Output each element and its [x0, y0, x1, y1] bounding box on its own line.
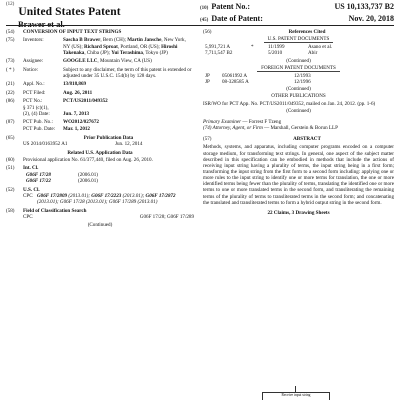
inid-code-12: (12) [6, 2, 15, 7]
reference-number: 5,991,721 A [205, 44, 231, 51]
inid-code: ( * ) [6, 66, 15, 73]
assignee-location: , Mountain View, CA (US) [97, 58, 152, 65]
text-run: (2013.01); [67, 193, 92, 200]
reference-inventor: Abir [308, 50, 318, 57]
field-21-appl-no [6, 81, 194, 87]
continued-note: (Continued) [286, 86, 311, 93]
int-class-code: G06F 17/22 [26, 178, 51, 185]
reference-country: JP [205, 72, 210, 79]
inid-code: (51) [6, 165, 15, 172]
foreign-reference-row [203, 79, 394, 85]
field-notice [6, 67, 194, 79]
inid-code-10: (10) [200, 6, 209, 11]
field-51-int-cl [6, 165, 194, 171]
prior-publication-row [6, 141, 194, 147]
inid-code: (60) [6, 156, 15, 163]
text-run: , New York, NY (US); [63, 37, 186, 50]
text-run: G06F 17/2223 [91, 193, 122, 200]
reference-date: 11/1999 [268, 44, 285, 51]
assignee-name: GOOGLE LLC [63, 58, 98, 65]
text-run: (2013.01); [121, 193, 146, 200]
notice-text: Subject to any disclaimer, the term of this patent is extended or adjusted under 35 U.S.C. 154(b) by 128 days. [63, 66, 192, 79]
section-heading: OTHER PUBLICATIONS [271, 93, 326, 100]
field-371-date [6, 105, 194, 117]
reference-country: JP [205, 79, 210, 86]
cpc-label: CPC [23, 214, 33, 221]
inid-code: (87) [6, 119, 15, 126]
text-run: G06F 17/289 [108, 199, 137, 206]
inid-code: (52) [6, 186, 15, 193]
text-run: Hiroshi Takenaka [63, 43, 178, 56]
field-56-references [203, 29, 394, 35]
cpc-label: CPC [23, 193, 33, 200]
references-abstract-column [203, 29, 394, 216]
inid-code: (56) [203, 29, 212, 35]
inid-code: (54) [6, 29, 15, 35]
field-label: Notice: [23, 66, 38, 73]
field-label: Assignee: [23, 58, 44, 65]
bibliographic-column [6, 29, 194, 229]
patent-number-label: Patent No.: [211, 2, 250, 11]
section-371-label: § 371 (c)(1), [23, 104, 49, 111]
field-86-pct-no [6, 98, 194, 104]
field-label: Int. Cl. [23, 165, 39, 172]
application-number: 13/818,869 [63, 81, 87, 88]
inid-code: (75) [6, 37, 15, 44]
field-54-title [6, 29, 194, 35]
inid-code: (73) [6, 58, 15, 65]
patent-header [6, 2, 394, 29]
reference-number: 05061992 A [222, 72, 248, 79]
section-heading: Related U.S. Application Data [67, 149, 133, 156]
field-75-inventors [6, 37, 194, 55]
provisional-application: Provisional application No. 61/377,440, filed on Aug. 26, 2010. [23, 156, 153, 163]
field-73-assignee [6, 58, 194, 64]
us-reference-row [203, 50, 394, 56]
inid-code: (22) [6, 89, 15, 96]
text-run: Richard Sproat [84, 43, 118, 50]
reference-star: * [251, 44, 254, 51]
text-run: Sascha B Brawer [63, 37, 101, 44]
field-60-provisional [6, 157, 194, 163]
reference-date: 12/1996 [294, 79, 311, 86]
text-run: Yui Terashima [111, 49, 143, 56]
patent-date-label: Date of Patent: [211, 13, 263, 23]
reference-inventor: Asano et al. [308, 44, 333, 51]
cpc-class-list [37, 193, 194, 205]
search-class-list: G06F 17/28; G06F 17/289 [139, 214, 194, 221]
examiner-label: Primary Examiner [203, 118, 242, 125]
field-label: PCT No.: [23, 98, 43, 105]
field-label: Appl. No.: [23, 81, 45, 88]
reference-number: 08-328585 A [222, 79, 249, 86]
text-run: G06F 17/28 [59, 199, 85, 206]
reference-date: 5/2010 [268, 50, 283, 57]
invention-title: CONVERSION OF INPUT TEXT STRINGS [23, 29, 122, 35]
patent-number: US 10,133,737 B2 [334, 2, 394, 11]
int-class-row [6, 178, 194, 184]
field-label: (2), (4) Date: [23, 111, 50, 117]
pct-publication-date: Mar. 1, 2012 [63, 126, 90, 133]
int-class-code: G06F 17/28 [26, 171, 51, 178]
patent-title: United States Patent [18, 6, 121, 18]
pct-filed-date: Aug. 26, 2011 [63, 89, 93, 96]
inid-code: (21) [6, 81, 15, 88]
inventors-short: Brawer et al. [18, 19, 65, 29]
continued-note: (Continued) [87, 221, 113, 228]
prior-publication-number: US 2014/0163952 A1 [23, 141, 68, 148]
text-run: (2013.01); [84, 199, 109, 206]
continued-note: (Continued) [286, 107, 311, 114]
field-58-search [6, 208, 194, 214]
examiner-name: — Forrest F Tzeng [242, 118, 282, 125]
section-371-date: Jun. 7, 2013 [63, 111, 90, 117]
text-run: (2013.01); [37, 199, 60, 206]
field-label: U.S. Cl. [23, 186, 40, 193]
reference-date: 12/1993 [294, 72, 311, 79]
inid-code: (86) [6, 98, 15, 105]
int-class-year: (2006.01) [78, 178, 98, 185]
inventors-list [63, 37, 194, 55]
continued-note: (Continued) [286, 57, 311, 64]
reference-number: 7,711,547 B2 [205, 50, 233, 57]
field-22-pct-filed [6, 90, 194, 96]
field-label: PCT Filed: [23, 89, 46, 96]
prior-publication-date: Jun. 12, 2014 [115, 141, 143, 148]
pct-number: PCT/US2011/049352 [63, 98, 108, 105]
inid-code: (65) [6, 134, 15, 141]
int-class-year: (2006.01) [78, 171, 98, 178]
field-label: PCT Pub. No.: [23, 119, 53, 126]
flowchart-box-label: Receive input string [281, 393, 311, 397]
patent-number-row [200, 2, 394, 14]
other-publication: ISR/WO for PCT App. No. PCT/US2011/049352, mailed on Jan. 24, 2012. (pp. 1-6) [203, 100, 376, 107]
header-divider [6, 25, 394, 26]
attorney-name: — Marshall, Gerstein & Borun LLP [264, 125, 338, 132]
attorney-line [203, 125, 394, 131]
field-52-us-cl [6, 187, 194, 193]
text-run: , Bern (CH); [100, 37, 128, 44]
text-run: , Tokyo (JP) [142, 49, 168, 56]
field-87-pct-pub-date [6, 126, 194, 132]
field-label: Field of Classification Search [23, 207, 87, 214]
patent-date: Nov. 20, 2018 [348, 13, 394, 23]
text-run: Martin Jansche [127, 37, 162, 44]
field-label: Inventors: [23, 37, 44, 44]
pct-publication-number: WO2012/027672 [63, 119, 99, 126]
section-heading: U.S. PATENT DOCUMENTS [264, 36, 334, 43]
patent-date-row [200, 14, 394, 26]
section-heading: References Cited [288, 29, 326, 35]
text-run: , Portland, OR (US); [117, 43, 162, 50]
attorney-label: (74) Attorney, Agent, or Firm [203, 125, 263, 132]
field-87-pct-pub-no [6, 119, 194, 125]
field-65-prior-publication [6, 135, 194, 141]
inid-code: (57) [203, 136, 212, 143]
text-run: G06F 17/2809 [37, 193, 68, 200]
claims-summary: 22 Claims, 3 Drawing Sheets [267, 209, 330, 216]
text-run: , Chiba (JP); [84, 49, 112, 56]
section-heading: FOREIGN PATENT DOCUMENTS [257, 65, 340, 72]
inid-code-45: (45) [200, 17, 209, 23]
field-label: PCT Pub. Date: [23, 126, 56, 133]
header-right [200, 2, 394, 25]
section-heading: ABSTRACT [293, 136, 321, 143]
section-heading: Prior Publication Data [83, 134, 134, 141]
cpc-classes [6, 193, 194, 205]
flowchart-box [262, 392, 330, 400]
reference-star [251, 50, 268, 56]
field-57-abstract [203, 136, 394, 142]
abstract-text: Methods, systems, and apparatus, including computer programs encoded on a computer storage medium, for transforming text strings. In general, one aspect of the subject matter described in this specification can be embodied in methods that include the actions of receiving input string having a plurality of terms, the input string being in a first form; transforming the input string from the first form to a second form including: applying one or more rules to the input string to identify one or more terms for translation, the one or more identified terms being fewer than the plurality of terms, translating the identified one or more terms to one or more translated terms in the second form, and transliterating the remaining terms of the plurality of terms to transliterated terms in the second form; and concatenating the translated and transliterated terms to form a hybrid output string in the second form. [203, 144, 394, 206]
text-run: (2013.01) [136, 199, 158, 206]
text-run: G06F 17/2872 [145, 193, 176, 200]
search-classes [6, 214, 194, 220]
inid-code: (58) [6, 207, 15, 214]
